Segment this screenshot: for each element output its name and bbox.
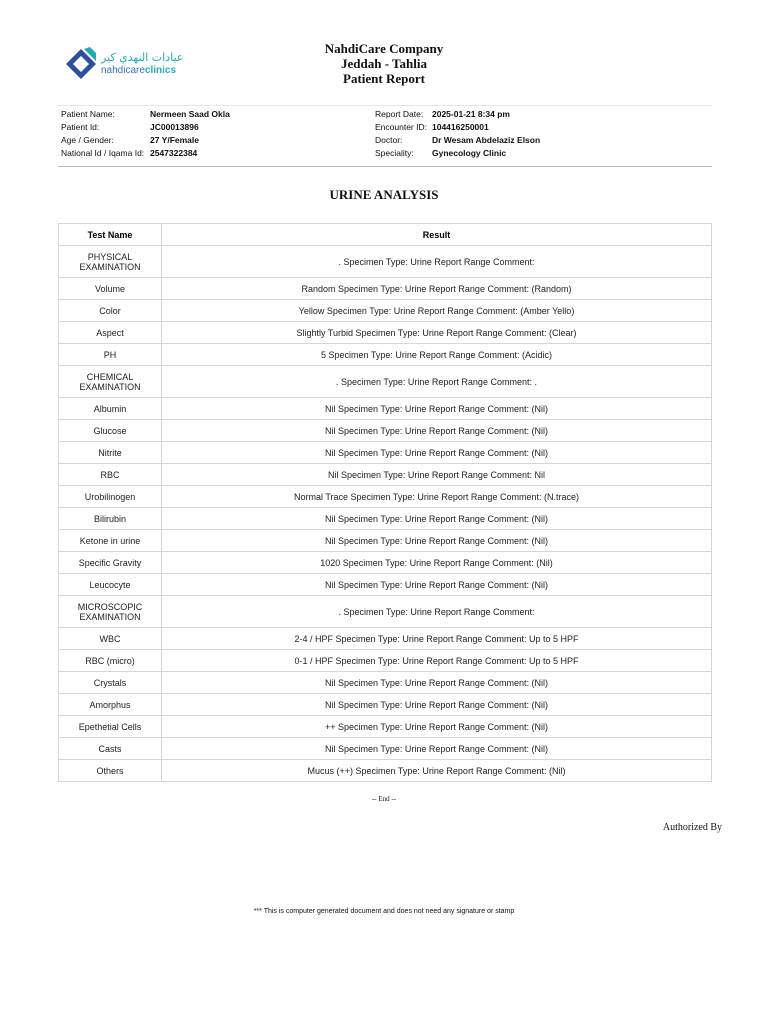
result-cell: ++ Specimen Type: Urine Report Range Comment: (Nil) xyxy=(162,716,712,738)
table-row xyxy=(59,738,712,760)
table-row xyxy=(59,442,712,464)
column-header-test-name: Test Name xyxy=(59,224,162,246)
result-cell: . Specimen Type: Urine Report Range Comment: xyxy=(162,596,712,628)
result-cell: Nil Specimen Type: Urine Report Range Comment: Nil xyxy=(162,464,712,486)
table-row xyxy=(59,464,712,486)
test-name-cell: RBC (micro) xyxy=(59,650,162,672)
report-title: Patient Report xyxy=(343,71,425,86)
speciality-label: Speciality: xyxy=(375,148,414,158)
footer-note: *** This is computer generated document and does not need any signature or stamp xyxy=(253,908,515,915)
company-name: NahdiCare Company xyxy=(324,41,444,56)
result-cell: . Specimen Type: Urine Report Range Comment: . xyxy=(162,366,712,398)
table-row xyxy=(59,322,712,344)
result-cell: Nil Specimen Type: Urine Report Range Comment: (Nil) xyxy=(162,508,712,530)
table-row xyxy=(59,486,712,508)
test-name-cell: Bilirubin xyxy=(59,508,162,530)
test-name-cell: PH xyxy=(59,344,162,366)
results-table xyxy=(58,223,712,782)
result-cell: Random Specimen Type: Urine Report Range Comment: (Random) xyxy=(162,278,712,300)
table-row xyxy=(59,716,712,738)
result-cell: 2-4 / HPF Specimen Type: Urine Report Range Comment: Up to 5 HPF xyxy=(162,628,712,650)
test-name-cell: Volume xyxy=(59,278,162,300)
end-marker: -- End -- xyxy=(371,795,397,803)
patient-name-label: Patient Name: xyxy=(61,109,115,119)
speciality-value: Gynecology Clinic xyxy=(432,148,507,158)
test-name-cell: Casts xyxy=(59,738,162,760)
result-cell: Nil Specimen Type: Urine Report Range Comment: (Nil) xyxy=(162,442,712,464)
test-name-cell: Epethetial Cells xyxy=(59,716,162,738)
patient-info-block xyxy=(61,108,361,162)
test-name-cell: Albumin xyxy=(59,398,162,420)
test-name-cell: Color xyxy=(59,300,162,322)
national-id-label: National Id / Iqama Id: xyxy=(61,148,145,158)
result-cell: 5 Specimen Type: Urine Report Range Comment: (Acidic) xyxy=(162,344,712,366)
result-cell: Nil Specimen Type: Urine Report Range Comment: (Nil) xyxy=(162,420,712,442)
header-divider-bottom xyxy=(58,166,712,167)
authorized-by-label: Authorized By xyxy=(662,822,722,833)
test-name-cell: Ketone in urine xyxy=(59,530,162,552)
age-gender-label: Age / Gender: xyxy=(61,135,114,145)
doctor-value: Dr Wesam Abdelaziz Elson xyxy=(432,135,541,145)
table-row xyxy=(59,628,712,650)
patient-name-value: Nermeen Saad Okla xyxy=(150,109,230,119)
result-cell: . Specimen Type: Urine Report Range Comment: xyxy=(162,246,712,278)
test-name-cell: Glucose xyxy=(59,420,162,442)
result-cell: Nil Specimen Type: Urine Report Range Comment: (Nil) xyxy=(162,530,712,552)
table-row xyxy=(59,246,712,278)
section-title: URINE ANALYSIS xyxy=(329,187,439,202)
patient-id-label: Patient Id: xyxy=(61,122,100,132)
branch-name: Jeddah - Tahlia xyxy=(341,56,427,71)
patient-id-value: JC00013896 xyxy=(150,122,199,132)
result-cell: Normal Trace Specimen Type: Urine Report Range Comment: (N.trace) xyxy=(162,486,712,508)
test-name-cell: CHEMICAL EXAMINATION xyxy=(59,366,162,398)
test-name-cell: Aspect xyxy=(59,322,162,344)
table-row xyxy=(59,508,712,530)
encounter-id-label: Encounter ID: xyxy=(375,122,427,132)
result-cell: Nil Specimen Type: Urine Report Range Comment: (Nil) xyxy=(162,694,712,716)
national-id-value: 2547322384 xyxy=(150,148,198,158)
table-row xyxy=(59,574,712,596)
test-name-cell: Amorphus xyxy=(59,694,162,716)
table-row xyxy=(59,300,712,322)
logo-brand-text: nahdicareclinics xyxy=(101,65,177,76)
table-row xyxy=(59,530,712,552)
result-cell: Nil Specimen Type: Urine Report Range Comment: (Nil) xyxy=(162,672,712,694)
table-row xyxy=(59,344,712,366)
table-row xyxy=(59,596,712,628)
header-divider-top xyxy=(58,105,712,106)
logo-arabic-text: عيادات النهدي كير xyxy=(101,51,184,64)
table-row xyxy=(59,278,712,300)
table-row xyxy=(59,650,712,672)
result-cell: Slightly Turbid Specimen Type: Urine Report Range Comment: (Clear) xyxy=(162,322,712,344)
table-row xyxy=(59,552,712,574)
age-gender-value: 27 Y/Female xyxy=(150,135,199,145)
test-name-cell: Urobilinogen xyxy=(59,486,162,508)
table-header-row xyxy=(59,224,712,246)
test-name-cell: Others xyxy=(59,760,162,782)
test-name-cell: Leucocyte xyxy=(59,574,162,596)
result-cell: 1020 Specimen Type: Urine Report Range Comment: (Nil) xyxy=(162,552,712,574)
test-name-cell: Crystals xyxy=(59,672,162,694)
test-name-cell: PHYSICAL EXAMINATION xyxy=(59,246,162,278)
table-row xyxy=(59,672,712,694)
result-cell: Nil Specimen Type: Urine Report Range Comment: (Nil) xyxy=(162,738,712,760)
report-date-label: Report Date: xyxy=(375,109,424,119)
result-cell: Yellow Specimen Type: Urine Report Range Comment: (Amber Yello) xyxy=(162,300,712,322)
test-name-cell: Nitrite xyxy=(59,442,162,464)
table-row xyxy=(59,398,712,420)
report-info-block xyxy=(375,108,705,162)
table-row xyxy=(59,420,712,442)
test-name-cell: MICROSCOPIC EXAMINATION xyxy=(59,596,162,628)
table-row xyxy=(59,694,712,716)
test-name-cell: Specific Gravity xyxy=(59,552,162,574)
result-cell: 0-1 / HPF Specimen Type: Urine Report Range Comment: Up to 5 HPF xyxy=(162,650,712,672)
column-header-result: Result xyxy=(162,224,712,246)
result-cell: Nil Specimen Type: Urine Report Range Comment: (Nil) xyxy=(162,574,712,596)
table-row xyxy=(59,366,712,398)
report-date-value: 2025-01-21 8:34 pm xyxy=(432,109,510,119)
test-name-cell: RBC xyxy=(59,464,162,486)
encounter-id-value: 104416250001 xyxy=(432,122,489,132)
table-row xyxy=(59,760,712,782)
doctor-label: Doctor: xyxy=(375,135,403,145)
result-cell: Nil Specimen Type: Urine Report Range Comment: (Nil) xyxy=(162,398,712,420)
test-name-cell: WBC xyxy=(59,628,162,650)
result-cell: Mucus (++) Specimen Type: Urine Report Range Comment: (Nil) xyxy=(162,760,712,782)
